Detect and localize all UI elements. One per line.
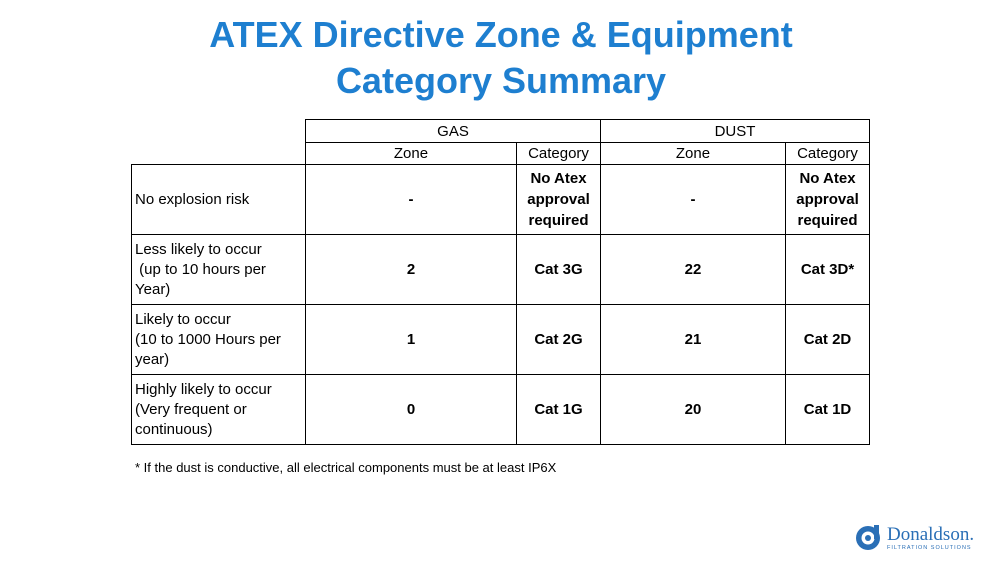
table-row — [132, 375, 870, 445]
gas-category-line: required — [528, 212, 589, 229]
gas-category-line: Cat 2G — [534, 331, 583, 348]
dust-zone-cell: 22 — [601, 235, 786, 305]
page-title — [0, 12, 1002, 104]
row-label-line: (Very frequent or — [135, 400, 247, 418]
dust-zone-cell: 20 — [601, 375, 786, 445]
dust-category-cell — [786, 235, 870, 305]
title-line-2: Category Summary — [335, 60, 667, 101]
gas-zone-cell: 1 — [306, 305, 517, 375]
gas-category-line: Cat 3G — [534, 261, 583, 278]
dust-category-line: required — [797, 212, 858, 229]
gas-category-header: Category — [517, 143, 601, 165]
row-label-line: Likely to occur — [135, 310, 231, 328]
row-label-line: continuous) — [135, 420, 213, 438]
row-label-line: (up to 10 hours per — [135, 260, 266, 278]
row-label-line: Highly likely to occur — [135, 380, 272, 398]
row-label-cell — [132, 235, 306, 305]
dust-category-line: Cat 2D — [803, 331, 852, 348]
row-label-line: Less likely to occur — [135, 240, 262, 258]
dust-category-cell — [786, 165, 870, 235]
gas-category-cell — [517, 235, 601, 305]
dust-group-header: DUST — [601, 120, 870, 143]
row-label-line: (10 to 1000 Hours per — [135, 330, 281, 348]
donaldson-logo — [855, 521, 995, 555]
table-row — [132, 305, 870, 375]
donaldson-logo-icon — [855, 525, 881, 551]
gas-category-cell — [517, 305, 601, 375]
dust-category-cell — [786, 305, 870, 375]
dust-zone-header: Zone — [601, 143, 786, 165]
dust-category-line: approval — [796, 191, 859, 208]
dust-zone-cell: - — [601, 165, 786, 235]
row-label-cell — [132, 165, 306, 235]
dust-category-header: Category — [786, 143, 870, 165]
dust-category-line: No Atex — [799, 170, 856, 187]
gas-category-cell — [517, 165, 601, 235]
row-label-cell — [132, 375, 306, 445]
table-row — [132, 235, 870, 305]
title-line-1: ATEX Directive Zone & Equipment — [209, 14, 793, 55]
sub-header-row — [132, 143, 870, 165]
row-label-line: year) — [135, 350, 170, 368]
dust-category-line: Cat 3D* — [800, 261, 855, 278]
footnote: * If the dust is conductive, all electrical components must be at least IP6X — [135, 460, 557, 475]
dust-category-line: Cat 1D — [803, 401, 852, 418]
gas-zone-header: Zone — [306, 143, 517, 165]
gas-category-line: approval — [527, 191, 590, 208]
row-label-line: No explosion risk — [135, 190, 250, 208]
row-label-cell — [132, 305, 306, 375]
table-row — [132, 165, 870, 235]
group-header-row — [132, 120, 870, 143]
dust-category-cell — [786, 375, 870, 445]
gas-zone-cell: 0 — [306, 375, 517, 445]
blank-corner-cell — [132, 143, 306, 165]
blank-corner-cell — [132, 120, 306, 143]
row-label-line: Year) — [135, 280, 171, 298]
dust-zone-cell: 21 — [601, 305, 786, 375]
logo-name: Donaldson. — [887, 523, 975, 545]
gas-category-line: No Atex — [530, 170, 587, 187]
logo-tagline: FILTRATION SOLUTIONS — [887, 544, 972, 551]
atex-zone-table — [131, 119, 870, 445]
gas-zone-cell: 2 — [306, 235, 517, 305]
gas-group-header: GAS — [306, 120, 601, 143]
gas-category-cell — [517, 375, 601, 445]
gas-category-line: Cat 1G — [534, 401, 583, 418]
gas-zone-cell: - — [306, 165, 517, 235]
